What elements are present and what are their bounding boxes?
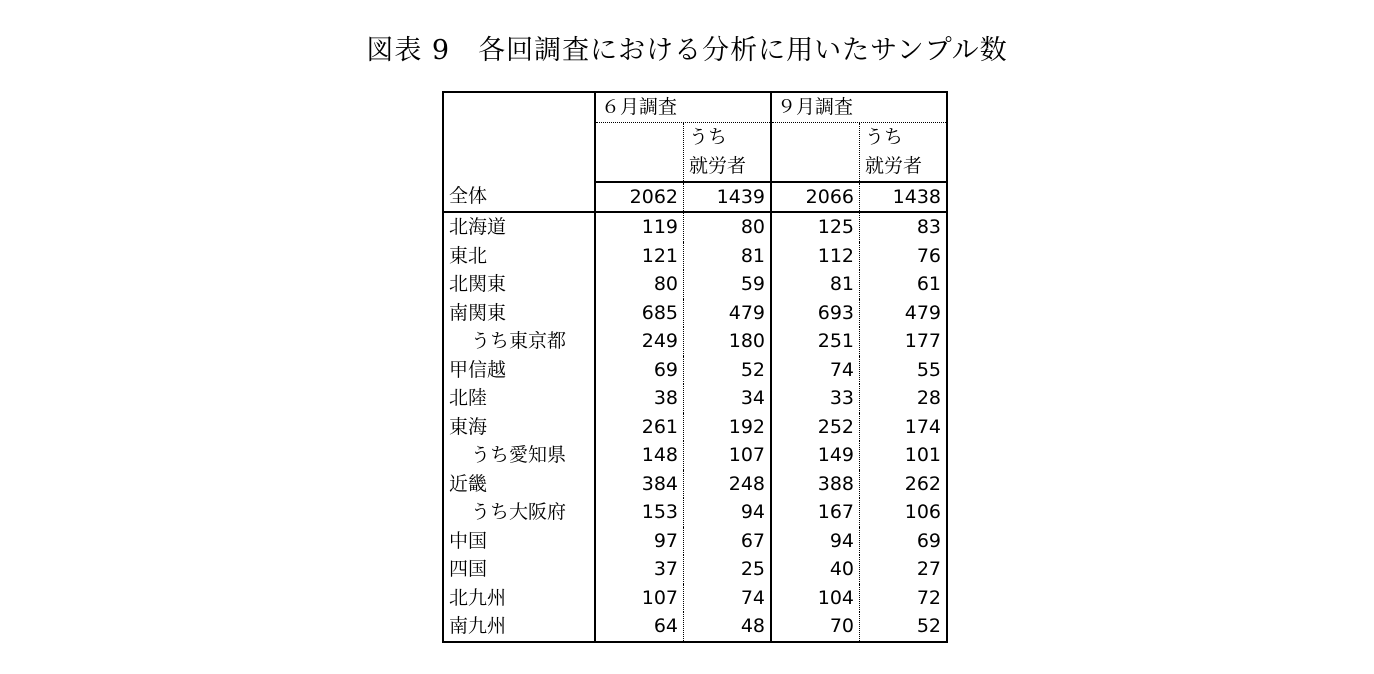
cell-sept-all: 252 <box>771 413 860 442</box>
cell-june-workers: 180 <box>684 327 772 356</box>
cell-sept-workers: 83 <box>860 212 948 242</box>
cell-june-workers: 74 <box>684 584 772 613</box>
table-row <box>443 612 947 642</box>
cell-sept-all: 74 <box>771 356 860 385</box>
cell-sept-workers: 262 <box>860 470 948 499</box>
table-row <box>443 242 947 271</box>
header-sept-survey: ９月調査 <box>771 92 947 122</box>
row-label: 近畿 <box>443 470 595 499</box>
cell-sept-workers: 69 <box>860 527 948 556</box>
row-label: 北九州 <box>443 584 595 613</box>
table-title: 図表 9 各回調査における分析に用いたサンプル数 <box>366 35 1008 66</box>
cell-sept-all: 125 <box>771 212 860 242</box>
cell-june-all: 153 <box>595 498 684 527</box>
row-label: 南九州 <box>443 612 595 642</box>
cell-sept-all: 2066 <box>771 182 860 213</box>
cell-sept-all: 33 <box>771 384 860 413</box>
table-row <box>443 584 947 613</box>
cell-sept-all: 149 <box>771 441 860 470</box>
cell-june-workers: 248 <box>684 470 772 499</box>
cell-sept-workers: 72 <box>860 584 948 613</box>
cell-sept-all: 112 <box>771 242 860 271</box>
cell-sept-workers: 28 <box>860 384 948 413</box>
header-sept-workers: うち 就労者 <box>860 122 948 182</box>
row-label: 四国 <box>443 555 595 584</box>
cell-june-all: 249 <box>595 327 684 356</box>
header-june-survey: ６月調査 <box>595 92 771 122</box>
table-row <box>443 327 947 356</box>
row-label: うち大阪府 <box>443 498 595 527</box>
cell-sept-workers: 177 <box>860 327 948 356</box>
row-label: 南関東 <box>443 299 595 328</box>
cell-june-workers: 94 <box>684 498 772 527</box>
table-row <box>443 527 947 556</box>
cell-june-workers: 67 <box>684 527 772 556</box>
cell-june-all: 685 <box>595 299 684 328</box>
table-row <box>443 270 947 299</box>
cell-sept-all: 251 <box>771 327 860 356</box>
row-label: うち東京都 <box>443 327 595 356</box>
cell-june-workers: 1439 <box>684 182 772 213</box>
cell-june-all: 64 <box>595 612 684 642</box>
cell-sept-workers: 101 <box>860 441 948 470</box>
cell-june-all: 37 <box>595 555 684 584</box>
cell-sept-workers: 76 <box>860 242 948 271</box>
table-row <box>443 212 947 242</box>
row-label: うち愛知県 <box>443 441 595 470</box>
row-label: 東北 <box>443 242 595 271</box>
cell-june-all: 80 <box>595 270 684 299</box>
table-row <box>443 356 947 385</box>
cell-june-workers: 34 <box>684 384 772 413</box>
table-row <box>443 413 947 442</box>
header-corner-cell <box>443 92 595 182</box>
cell-sept-workers: 52 <box>860 612 948 642</box>
header-row <box>443 92 947 122</box>
cell-sept-workers: 106 <box>860 498 948 527</box>
cell-june-workers: 59 <box>684 270 772 299</box>
cell-sept-workers: 1438 <box>860 182 948 213</box>
table-row <box>443 470 947 499</box>
cell-june-workers: 52 <box>684 356 772 385</box>
row-label: 中国 <box>443 527 595 556</box>
table-row <box>443 441 947 470</box>
cell-june-all: 261 <box>595 413 684 442</box>
total-row <box>443 182 947 213</box>
table-row <box>443 299 947 328</box>
cell-june-all: 148 <box>595 441 684 470</box>
header-june-workers: うち 就労者 <box>684 122 772 182</box>
row-label: 北関東 <box>443 270 595 299</box>
cell-sept-all: 40 <box>771 555 860 584</box>
cell-sept-all: 693 <box>771 299 860 328</box>
cell-june-workers: 81 <box>684 242 772 271</box>
cell-sept-all: 167 <box>771 498 860 527</box>
cell-june-all: 119 <box>595 212 684 242</box>
region-rows <box>443 212 947 642</box>
cell-june-all: 121 <box>595 242 684 271</box>
row-label: 甲信越 <box>443 356 595 385</box>
sample-size-table <box>442 91 948 643</box>
cell-sept-all: 104 <box>771 584 860 613</box>
header-june-all <box>595 122 684 182</box>
cell-june-all: 2062 <box>595 182 684 213</box>
cell-june-all: 38 <box>595 384 684 413</box>
cell-sept-all: 94 <box>771 527 860 556</box>
table-row <box>443 384 947 413</box>
cell-june-all: 107 <box>595 584 684 613</box>
cell-sept-workers: 174 <box>860 413 948 442</box>
cell-june-all: 97 <box>595 527 684 556</box>
cell-june-all: 69 <box>595 356 684 385</box>
table-row <box>443 555 947 584</box>
header-sept-all <box>771 122 860 182</box>
row-label: 北海道 <box>443 212 595 242</box>
table-row <box>443 498 947 527</box>
cell-june-workers: 107 <box>684 441 772 470</box>
cell-sept-all: 388 <box>771 470 860 499</box>
row-label: 東海 <box>443 413 595 442</box>
cell-june-all: 384 <box>595 470 684 499</box>
cell-june-workers: 25 <box>684 555 772 584</box>
row-label: 全体 <box>443 182 595 213</box>
cell-sept-workers: 55 <box>860 356 948 385</box>
cell-june-workers: 479 <box>684 299 772 328</box>
cell-sept-all: 81 <box>771 270 860 299</box>
cell-june-workers: 80 <box>684 212 772 242</box>
row-label: 北陸 <box>443 384 595 413</box>
cell-sept-workers: 479 <box>860 299 948 328</box>
cell-june-workers: 192 <box>684 413 772 442</box>
cell-sept-workers: 27 <box>860 555 948 584</box>
cell-june-workers: 48 <box>684 612 772 642</box>
cell-sept-all: 70 <box>771 612 860 642</box>
cell-sept-workers: 61 <box>860 270 948 299</box>
